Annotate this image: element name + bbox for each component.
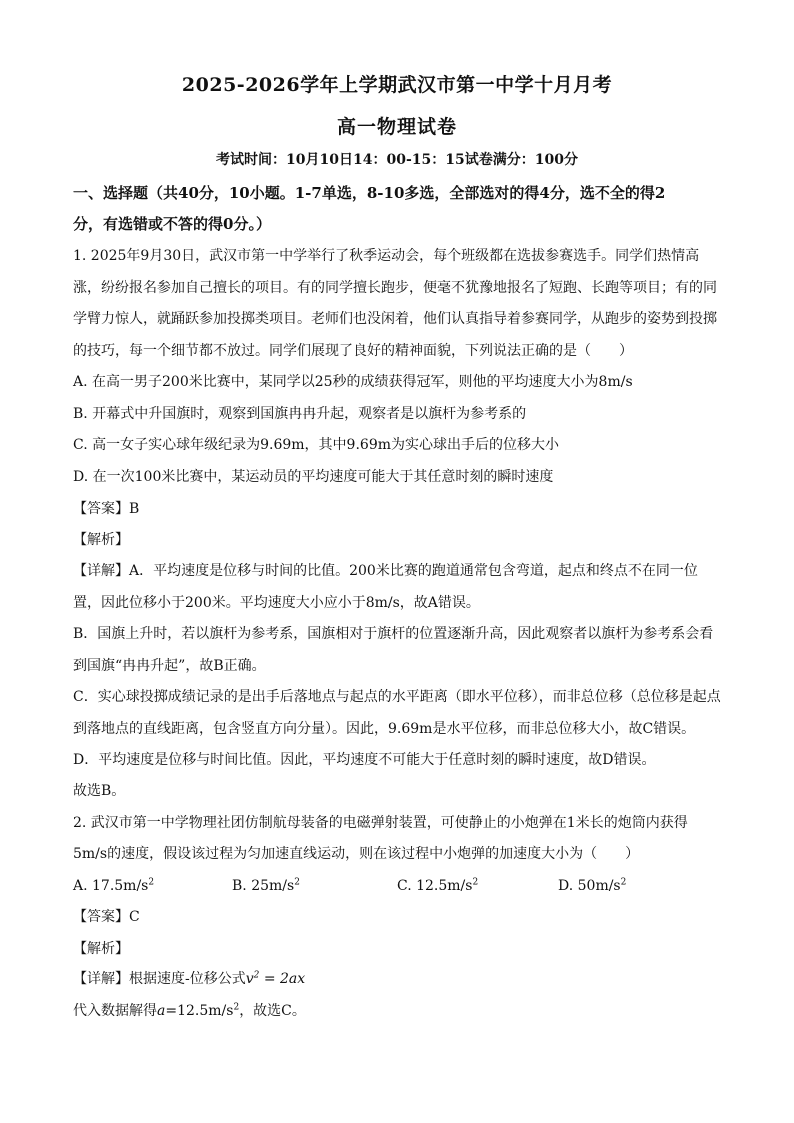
q2-result-line: 代入数据解得$a=12.5m/s^2$，故选C。 [73, 1002, 306, 1019]
q1-detail-line: 置，因此位移小于200米。平均速度大小应小于8m/s，故A错误。 [73, 595, 480, 611]
velocity-displacement-formula: $v^2 = 2ax$ [245, 970, 306, 987]
q1-stem-line: 涨，纷纷报名参加自己擅长的项目。有的同学擅长跑步，便毫不犹豫地报名了短跑、长跑等项目；有的同 [73, 280, 717, 296]
q1-detail-line: D．平均速度是位移与时间比值。因此，平均速度不可能大于任意时刻的瞬时速度，故D错误。 [73, 752, 656, 768]
q2-option-d: D. $50m/s^2$ [558, 877, 627, 894]
q1-detail-line: 到国旗“冉冉升起”，故B正确。 [73, 658, 266, 674]
q2-option-b: B. $25m/s^2$ [232, 877, 300, 894]
q1-analysis-label: 【解析】 [73, 532, 129, 548]
q2-stem-line: 5m/s的速度，假设该过程为匀加速直线运动，则在该过程中小炮弹的加速度大小为（ ） [73, 846, 640, 862]
q2-answer: 【答案】C [73, 909, 140, 925]
q1-stem-line: 1. 2025年9月30日，武汉市第一中学举行了秋季运动会，每个班级都在选拔参赛选手。同学们热情高 [73, 248, 700, 264]
q1-detail-line: B．国旗上升时，若以旗杆为参考系，国旗相对于旗杆的位置逐渐升高，因此观察者以旗杆为参考系会看 [73, 626, 714, 642]
exam-title: 2025-2026学年上学期武汉市第一中学十月月考 [181, 74, 613, 96]
section-heading-line-2: 分，有选错或不答的得0分。） [73, 215, 271, 233]
q1-answer: 【答案】B [73, 501, 140, 517]
q1-option-c: C. 高一女子实心球年级纪录为9.69m，其中9.69m为实心球出手后的位移大小 [73, 437, 560, 453]
q1-detail-line: 到落地点的直线距离，包含竖直方向分量）。因此，9.69m是水平位移，而非总位移大小，故C错误。 [73, 721, 696, 737]
q1-stem-line: 的技巧，每一个细节都不放过。同学们展现了良好的精神面貌，下列说法正确的是（ ） [73, 343, 633, 359]
q1-detail-line: C．实心球投掷成绩记录的是出手后落地点与起点的水平距离（即水平位移），而非总位移（总位移是起点 [73, 689, 721, 705]
q1-option-b: B. 开幕式中升国旗时，观察到国旗冉冉升起，观察者是以旗杆为参考系的 [73, 406, 527, 422]
q1-option-d: D. 在一次100米比赛中，某运动员的平均速度可能大于其任意时刻的瞬时速度 [73, 469, 554, 485]
q1-detail-line: 【详解】A．平均速度是位移与时间的比值。200米比赛的跑道通常包含弯道，起点和终点不在同一位 [73, 563, 698, 579]
section-heading-line-1: 一、选择题（共40分，10小题。1-7单选，8-10多选，全部选对的得4分，选不全的得2 [73, 184, 666, 202]
q2-analysis-label: 【解析】 [73, 941, 129, 957]
q2-option-a: A. $17.5m/s^2$ [73, 877, 155, 894]
q1-option-a: A. 在高一男子200米比赛中，某同学以25秒的成绩获得冠军，则他的平均速度大小为8m/s [73, 374, 633, 390]
q2-detail-line: 【详解】根据速度-位移公式$v^2 = 2ax$ [73, 970, 306, 987]
q1-detail-line: 故选B。 [73, 783, 126, 799]
exam-subtitle: 高一物理试卷 [336, 116, 457, 138]
q1-stem-line: 学臂力惊人，就踊跃参加投掷类项目。老师们也没闲着，他们认真指导着参赛同学，从跑步的姿势到投掷 [73, 311, 717, 327]
q2-stem-line: 2. 武汉市第一中学物理社团仿制航母装备的电磁弹射装置，可使静止的小炮弹在1米长的炮筒内获得 [73, 815, 688, 831]
q2-option-c: C. $12.5m/s^2$ [397, 877, 479, 894]
exam-info: 考试时间：10月10日14：00-15：15试卷满分：100分 [216, 152, 578, 168]
